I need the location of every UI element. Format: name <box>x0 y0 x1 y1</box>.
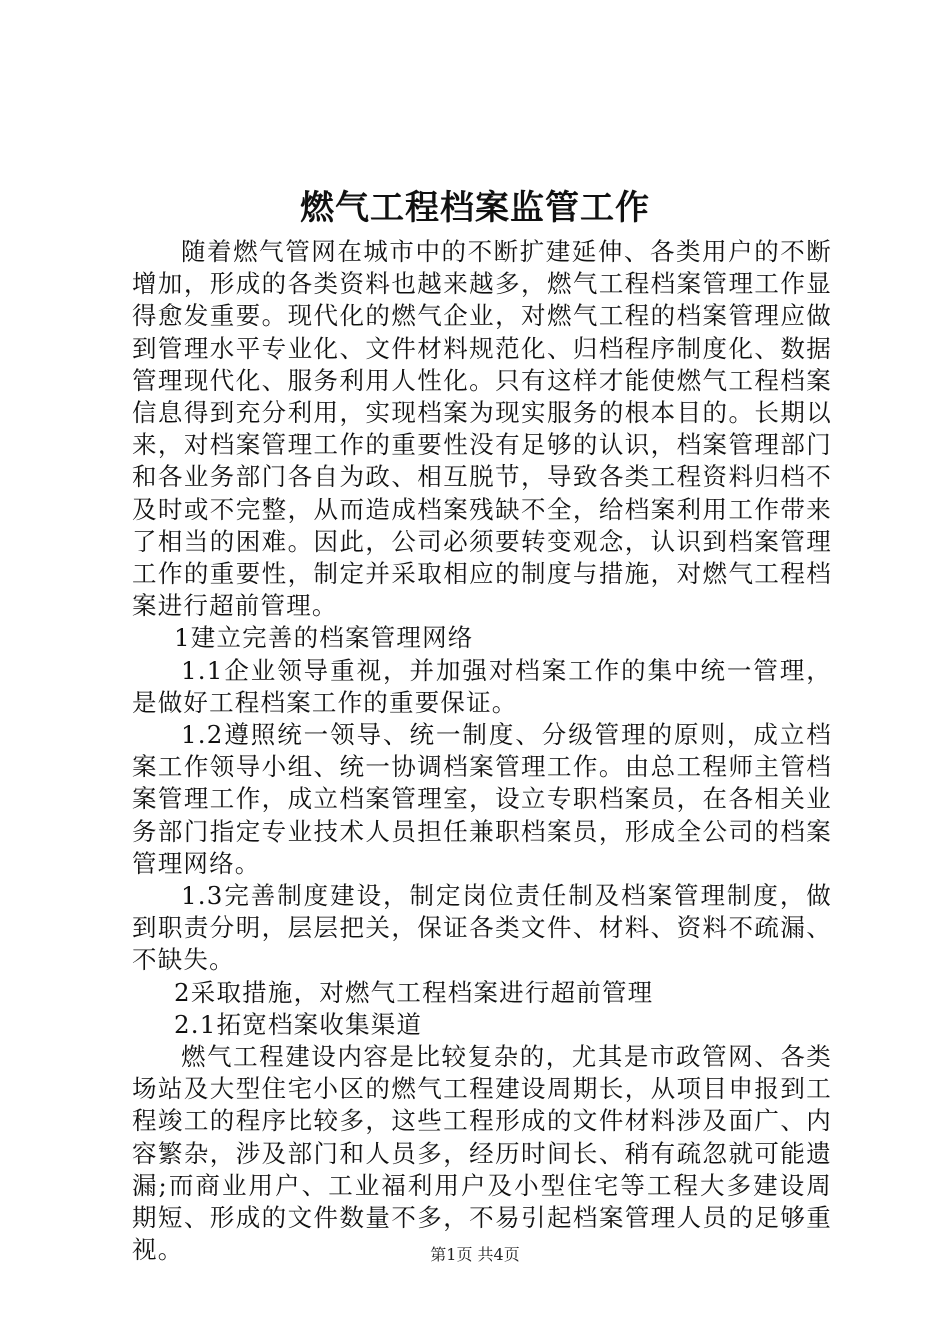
page-footer: 第1页 共4页 <box>430 1245 520 1264</box>
paragraph-2-1: 燃气工程建设内容是比较复杂的，尤其是市政管网、各类场站及大型住宅小区的燃气工程建设周期长，从项目申报到工程竣工的程序比较多，这些工程形成的文件材料涉及面广、内容繁杂，涉及部门和人员多，经历时间长、稍有疏忽就可能遗漏;而商业用户、工业福利用户及小型住宅等工程大多建设周期短、形成的文件数量不多，不易引起档案管理人员的足够重视。 <box>132 1042 832 1265</box>
paragraph-1-1: 1.1企业领导重视，并加强对档案工作的集中统一管理，是做好工程档案工作的重要保证。 <box>132 655 832 717</box>
section-heading-2: 2采取措施，对燃气工程档案进行超前管理 <box>174 977 654 1007</box>
document-body <box>132 236 832 1267</box>
subsection-heading-2-1: 2.1拓宽档案收集渠道 <box>174 1009 423 1039</box>
paragraph-intro: 随着燃气管网在城市中的不断扩建延伸、各类用户的不断增加，形成的各类资料也越来越多，燃气工程档案管理工作显得愈发重要。现代化的燃气企业，对燃气工程的档案管理应做到管理水平专业化、文件材料规范化、归档程序制度化、数据管理现代化、服务利用人性化。只有这样才能使燃气工程档案信息得到充分利用，实现档案为现实服务的根本目的。长期以来，对档案管理工作的重要性没有足够的认识，档案管理部门和各业务部门各自为政、相互脱节，导致各类工程资料归档不及时或不完整，从而造成档案残缺不全，给档案利用工作带来了相当的困难。因此，公司必须要转变观念，认识到档案管理工作的重要性，制定并采取相应的制度与措施，对燃气工程档案进行超前管理。 <box>132 237 832 621</box>
section-heading-1: 1建立完善的档案管理网络 <box>174 623 474 653</box>
document-title: 燃气工程档案监管工作 <box>300 188 650 228</box>
paragraph-1-3: 1.3完善制度建设，制定岗位责任制及档案管理制度，做到职责分明，层层把关，保证各类文件、材料、资料不疏漏、不缺失。 <box>132 881 832 975</box>
paragraph-1-2: 1.2遵照统一领导、统一制度、分级管理的原则，成立档案工作领导小组、统一协调档案管理工作。由总工程师主管档案管理工作，成立档案管理室，设立专职档案员，在各相关业务部门指定专业技术人员担任兼职档案员，形成全公司的档案管理网络。 <box>132 720 832 878</box>
